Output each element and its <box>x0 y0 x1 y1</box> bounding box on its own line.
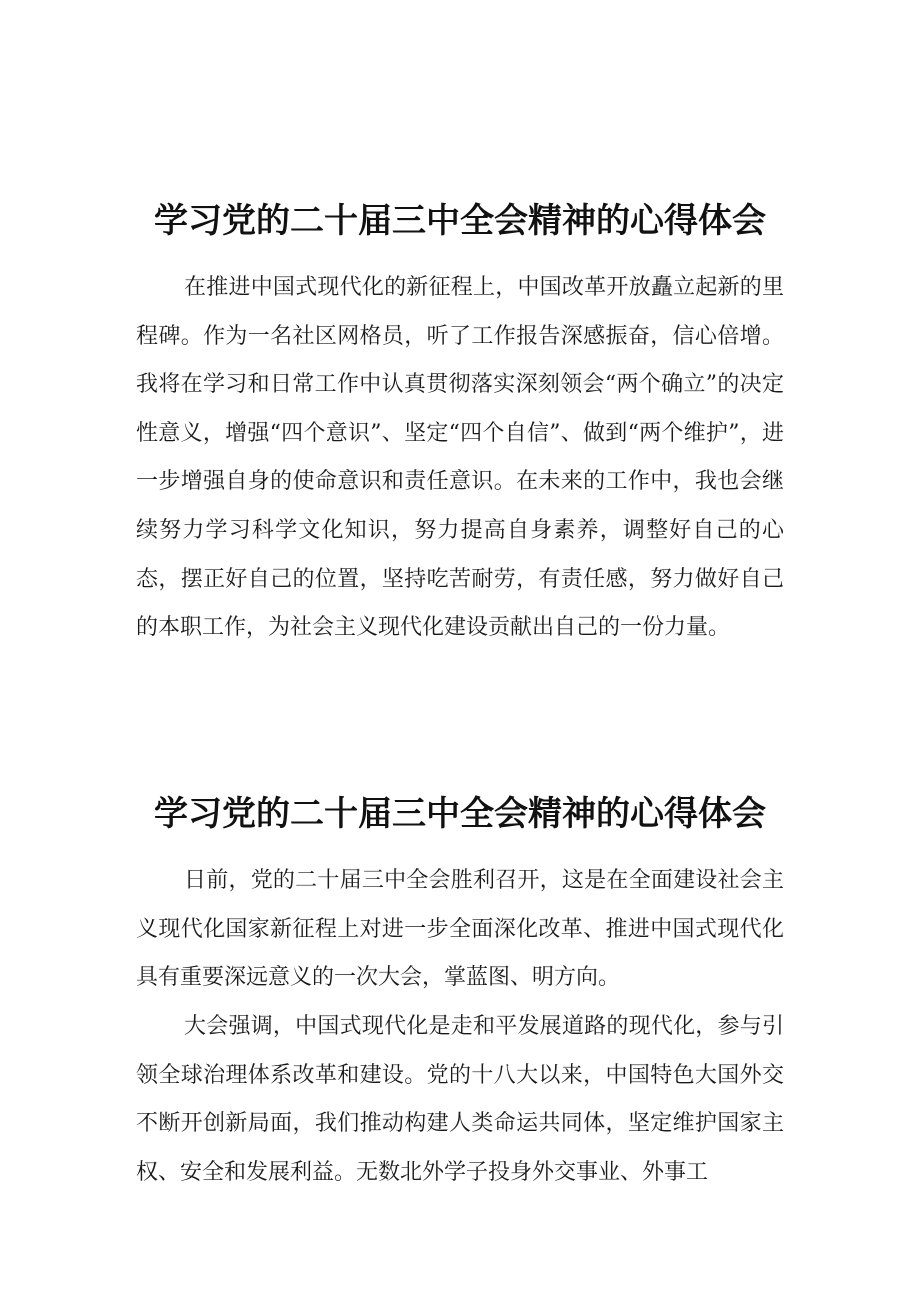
section-2-paragraph-2: 大会强调，中国式现代化是走和平发展道路的现代化，参与引领全球治理体系改革和建设。党的十八大以来，中国特色大国外交不断开创新局面，我们推动构建人类命运共同体，坚定维护国家主权、安全和发展利益。无数北外学子投身外交事业、外事工 <box>136 1014 784 1185</box>
section-title-2: 学习党的二十届三中全会精神的心得体会 <box>154 793 766 834</box>
section-1-paragraph-1: 在推进中国式现代化的新征程上，中国改革开放矗立起新的里程碑。作为一名社区网格员，听了工作报告深感振奋，信心倍增。我将在学习和日常工作中认真贯彻落实深刻领会“两个确立”的决定性意义，增强“四个意识”、坚定“四个自信”、做到“两个维护”，进一步增强自身的使命意识和责任意识。在未来的工作中，我也会继续努力学习科学文化知识，努力提高自身素养，调整好自己的心态，摆正好自己的位置，坚持吃苦耐劳，有责任感，努力做好自己的本职工作，为社会主义现代化建设贡献出自己的一份力量。 <box>136 275 784 641</box>
section-title-1: 学习党的二十届三中全会精神的心得体会 <box>154 200 766 241</box>
section-2-paragraph-1: 日前，党的二十届三中全会胜利召开，这是在全面建设社会主义现代化国家新征程上对进一步全面深化改革、推进中国式现代化具有重要深远意义的一次大会，掌蓝图、明方向。 <box>136 868 784 991</box>
